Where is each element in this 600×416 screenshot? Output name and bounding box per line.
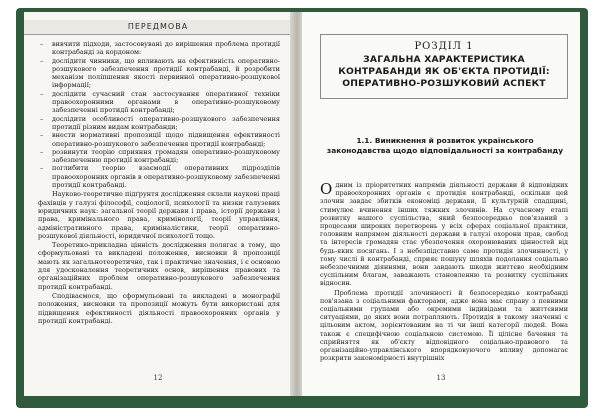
chapter-heading — [320, 34, 568, 99]
section-title: 1.1. Виникнення й розвиток українського законодавства щодо відповідальності за контрабанду — [326, 136, 564, 155]
list-item: – дослідити особливості оперативно-розшукового забезпечення протидії різним видам контрабанди; — [38, 115, 280, 132]
page-number: 12 — [153, 374, 163, 382]
paragraph-text: дним із пріоритетних напрямів діяльності держави й відповідних правоохоронних органів є протидія контрабанді, оскільки цей злочин завдає збитків економіці держави, її культурній спадщині, стимулює вчинення інших тяжких злочинів. На сучасному етапі розвитку нашого суспільства, який безпосередньо пов'язаний з процесами широких перетворень у всіх сферах соціальної практики, головним напрямом діяльності держави в галузі охорони прав, свобод та інтересів громадян стає убезпечення охоронюваних цінностей від будь-яких посягань. І з небезпідставно саме протидія злочинності, у тому числі й контрабанді, сприяє пошуку шляхів подолання соціально небезпечними діяннями, вони завдають шкоди життєво необхідним суспільним благам, заважають становленню та розвитку суспільних відносин. — [320, 181, 568, 288]
paragraph: Науково-теоретичне підґрунтя дослідження склали наукові праці фахівців у галузі філософії, соціології, психології та низки галузевих юридичних наук: загальної теорії держави і права, історії держави і права, кримінального права, кримінології, теорії управління, адміністративного права, криміналістики, теорії оперативно-розшукової діяльності, юридичної психології тощо. — [38, 190, 280, 240]
page-number: 13 — [436, 374, 446, 382]
left-page — [24, 12, 292, 396]
paragraph: Проблема протидії злочинності й безпосередньо контрабанді пов'язана з соціальними факторами, адже вона має справу з певними соціальними групами або окремими індивідами та життєвими ситуаціями, до яких вони потрапляють. Протидія в такому значенні є цільовим актом, зорієнтованим на ті чи інші категорії людей. Вона також є специфічною соціальною системою. Її цілісне бачення та сприйняття як об'єкту відповідного соціально-правового та організаційно-управлінського впорядковуючого впливу допомагає розкрити закономірності внутрішніх — [320, 288, 568, 363]
list-item: – розвинути теорію сприяння громадян оперативно-розшуковому забезпеченню протидії контрабанді; — [38, 148, 280, 165]
list-item: – поглибити теорію взаємодії оперативних підрозділів правоохоронних органів в оперативно-розшуковому забезпеченні протидії контрабанді. — [38, 164, 280, 189]
right-page-body — [320, 180, 568, 362]
paragraph: Теоретико-прикладна цінність дослідження полягає в тому, що сформульовані та викладені положення, висновки й пропозиції мають як загальнотеоретичне, так і практичне значення, і є основою для удосконалення теоретичних основ, вирішення правових та організаційних проблем оперативно-розшукового забезпечення протидії контрабанді. — [38, 241, 280, 291]
chapter-title: ЗАГАЛЬНА ХАРАКТЕРИСТИКА КОНТРАБАНДИ ЯК ОБ'ЄКТА ПРОТИДІЇ: ОПЕРАТИВНО-РОЗШУКОВИЙ АСПЕКТ — [338, 54, 550, 89]
list-item: – дослідити сучасний стан застосування оперативної техніки правоохоронними органами в оперативно-розшуковому забезпеченні протидії контрабанді; — [38, 90, 280, 115]
running-head: ПЕРЕДМОВА — [24, 20, 292, 35]
dropcap: О — [320, 180, 333, 198]
paragraph: Сподіваємося, що сформульовані та викладені в монографії положення, висновки та пропозиції можуть бути використані для підвищення ефективності діяльності правоохоронних органів у протидії контрабанді. — [38, 291, 280, 325]
list-item: – дослідити чинники, що впливають на ефективність оперативно-розшукового забезпечення протидії контрабанді, й розробити механізм поліпшення якості первинної оперативно-розшукової інформації; — [38, 57, 280, 90]
left-page-body — [38, 40, 280, 325]
list-item: – вивчити підходи, застосовувані до вирішення проблема протидії контрабанді за кордоном: — [38, 40, 280, 57]
right-page — [302, 12, 580, 396]
paragraph — [320, 181, 568, 288]
chapter-label: РОЗДІЛ 1 — [414, 41, 474, 52]
list-item: – внести нормативні пропозиції щодо підвищення ефективності оперативно-розшукового забезпечення протидії контрабанді; — [38, 131, 280, 148]
